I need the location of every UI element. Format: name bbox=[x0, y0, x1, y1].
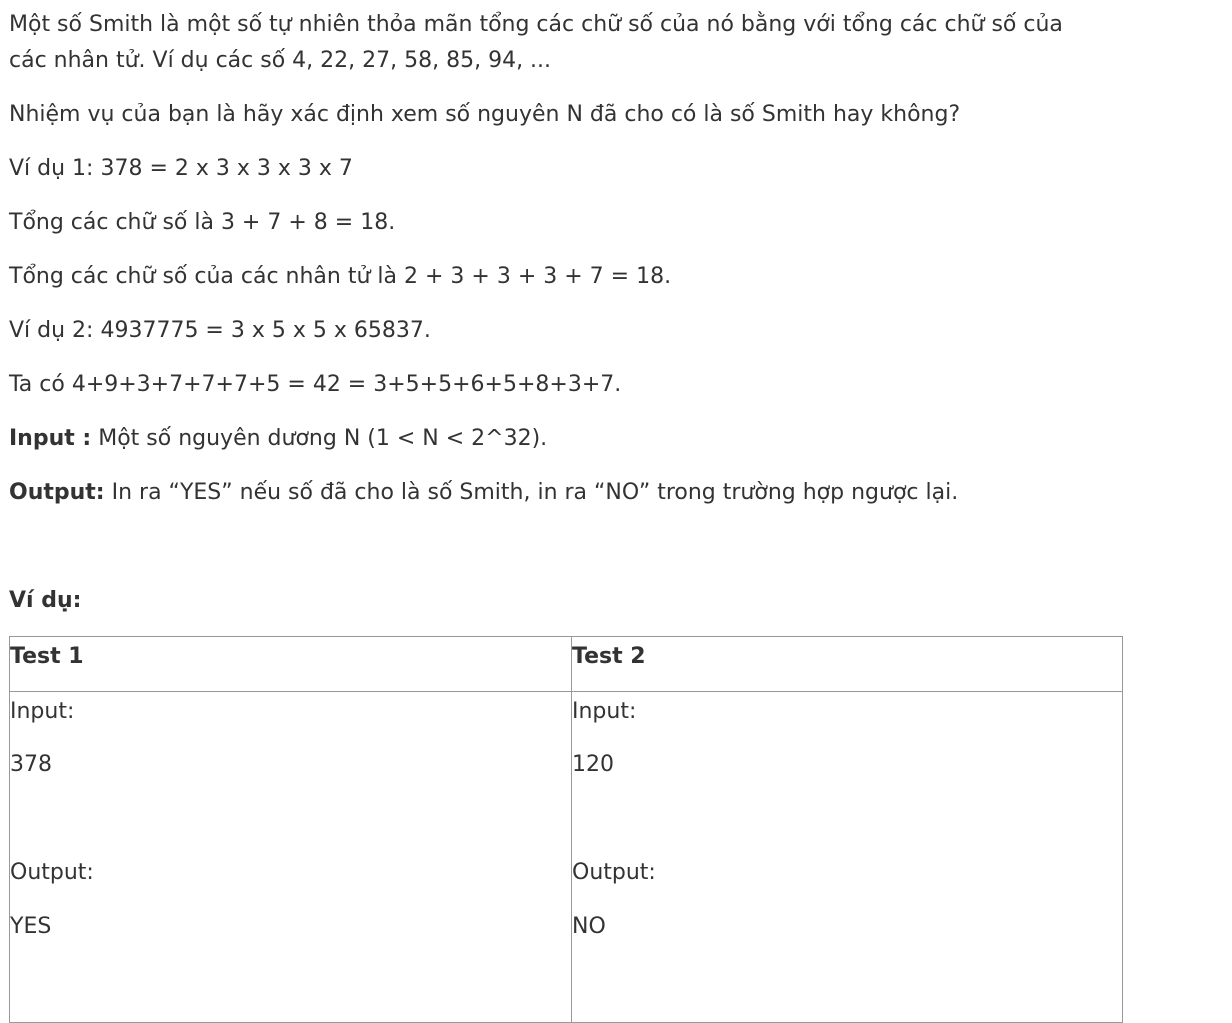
test2-input-value: 120 bbox=[572, 752, 614, 777]
factor-sum-paragraph: Tổng các chữ số của các nhân tử là 2 + 3 + 3 + 3 + 7 = 18. bbox=[9, 264, 672, 289]
table-header-row bbox=[10, 637, 1123, 692]
test2-title: Test 2 bbox=[572, 644, 646, 669]
intro-paragraph: Một số Smith là một số tự nhiên thỏa mãn tổng các chữ số của nó bằng với tổng các chữ số của các nhân tử. Ví dụ các số 4, 22, 27, 58, 85, 94, ... bbox=[9, 12, 1063, 73]
test1-title: Test 1 bbox=[10, 644, 84, 669]
output-spec-text: In ra “YES” nếu số đã cho là số Smith, in ra “NO” trong trường hợp ngược lại. bbox=[104, 480, 959, 505]
test1-cell bbox=[10, 692, 572, 1023]
input-spec bbox=[9, 421, 547, 457]
table-header-cell bbox=[10, 637, 572, 692]
output-spec-label: Output: bbox=[9, 480, 105, 505]
test1-output-value: YES bbox=[10, 914, 52, 939]
example2-paragraph: Ví dụ 2: 4937775 = 3 x 5 x 5 x 65837. bbox=[9, 318, 431, 343]
test2-output-value: NO bbox=[572, 914, 606, 939]
output-spec bbox=[9, 475, 958, 511]
examples-table bbox=[9, 636, 1123, 1023]
example2-sum-paragraph: Ta có 4+9+3+7+7+7+5 = 42 = 3+5+5+6+5+8+3+7. bbox=[9, 372, 622, 397]
table-row bbox=[10, 692, 1123, 1023]
examples-heading: Ví dụ: bbox=[9, 588, 82, 613]
task-paragraph: Nhiệm vụ của bạn là hãy xác định xem số nguyên N đã cho có là số Smith hay không? bbox=[9, 102, 961, 127]
digit-sum-paragraph: Tổng các chữ số là 3 + 7 + 8 = 18. bbox=[9, 210, 396, 235]
test1-output-label: Output: bbox=[10, 860, 94, 885]
test2-output-label: Output: bbox=[572, 860, 656, 885]
table-header-cell bbox=[572, 637, 1123, 692]
test1-input-label: Input: bbox=[10, 699, 75, 724]
test2-cell bbox=[572, 692, 1123, 1023]
input-spec-label: Input : bbox=[9, 426, 92, 451]
test1-input-value: 378 bbox=[10, 752, 52, 777]
test2-input-label: Input: bbox=[572, 699, 637, 724]
example1-paragraph: Ví dụ 1: 378 = 2 x 3 x 3 x 3 x 7 bbox=[9, 156, 353, 181]
input-spec-text: Một số nguyên dương N (1 < N < 2^32). bbox=[91, 426, 548, 451]
